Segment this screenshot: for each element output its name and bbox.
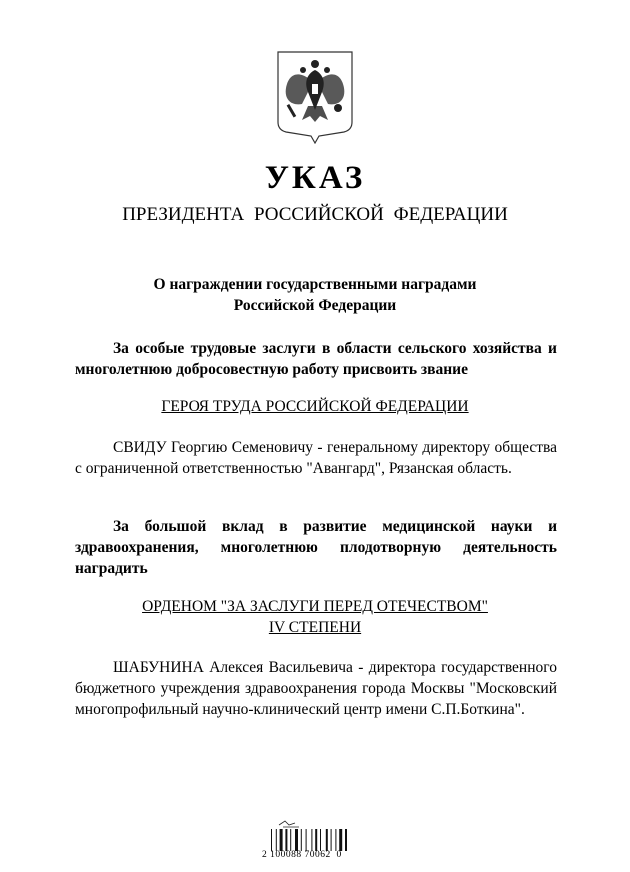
barcode-bar [295,829,298,851]
section-1-intro [75,338,557,380]
recipient-text: ШАБУНИНА Алексея Васильевича - директора государственного бюджетного учреждения здравоохранения города Москвы "Московский многопрофильный научно-клинический центр имени С.П.Боткина". [75,659,557,718]
award-title: ОРДЕНОМ "ЗА ЗАСЛУГИ ПЕРЕД ОТЕЧЕСТВОМ" [142,598,488,615]
subject-line-2: Российской Федерации [233,297,397,314]
section-2-intro-text: За большой вклад в развитие медицинской науки и здравоохранения, многолетнюю плодотворную деятельность наградить [75,518,557,577]
barcode-bar [301,829,302,851]
barcode-bar [285,829,287,851]
document-subtitle: ПРЕЗИДЕНТА РОССИЙСКОЙ ФЕДЕРАЦИИ [122,204,508,225]
award-degree: IV СТЕПЕНИ [268,619,362,636]
document-title: УКАЗ [264,160,366,196]
award-title: ГЕРОЯ ТРУДА РОССИЙСКОЙ ФЕДЕРАЦИИ [161,398,469,415]
section-1-intro-text: За особые трудовые заслуги в области сельского хозяйства и многолетнюю добросовестную работу присвоить звание [75,340,557,378]
barcode-number: 2 100088 70062 0 [262,850,342,860]
barcode-bar [320,829,321,851]
barcode-bar [335,829,336,851]
barcode-bar [306,829,307,851]
barcode-bar [326,829,328,851]
recipient-text: СВИДУ Георгию Семеновичу - генеральному директору общества с ограниченной ответственностью "Авангард", Рязанская область. [75,439,557,477]
coat-of-arms-icon [274,48,356,144]
barcode-mark [279,821,299,827]
barcode-bar [315,829,317,851]
subject-line-1: О награждении государственными наградами [153,276,477,293]
section-2-award [0,596,630,638]
barcode-bar [276,829,277,851]
barcode-bar [271,829,272,851]
section-2-intro [75,516,557,579]
section-1-recipient [75,437,557,479]
document-subject [0,274,630,316]
barcode-bar [345,829,347,851]
barcode-bar [331,829,332,851]
section-2-recipient [75,657,557,720]
section-1-award [0,396,630,417]
barcode-bar [311,829,312,851]
barcode-bar [280,829,283,851]
barcode-bar [339,829,342,851]
barcode-bar [290,829,291,851]
